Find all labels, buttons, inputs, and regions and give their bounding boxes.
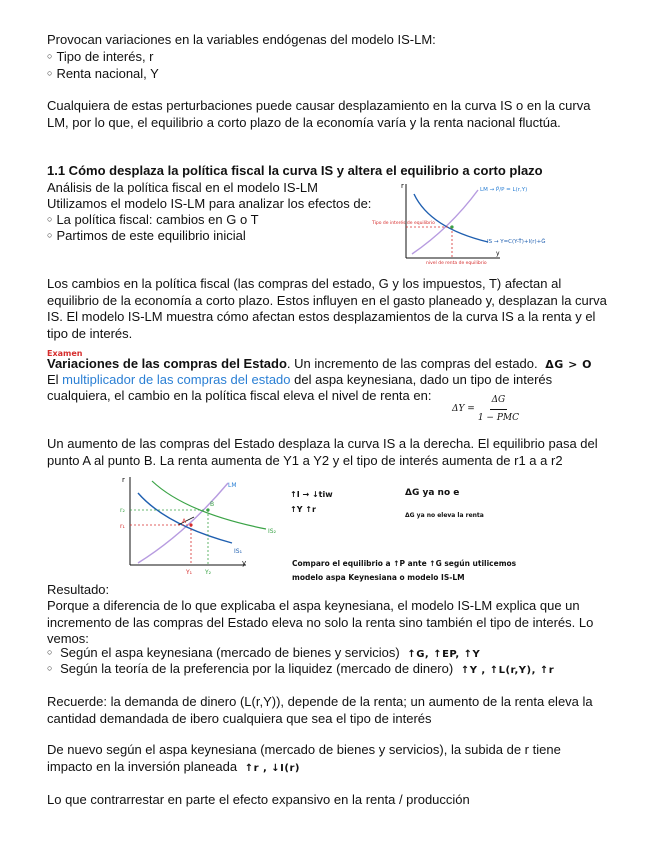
nuevo-text: De nuevo según el aspa keynesiana (mercado de bienes y servicios), la subida de r tiene impacto en la inversión planeada	[47, 742, 561, 774]
y-axis-label: y	[496, 250, 500, 257]
paragraph-fiscal: Los cambios en la política fiscal (las compras del estado, G y los impuestos, T) afectan al equilibrio de la economía a corto plazo. Estos influyen en el gasto planeado y, desplazan la curva IS. El modelo IS-LM muestra cómo afectan estos desplazamientos de la curva IS a la renta y el tipo de interés.	[47, 276, 607, 341]
paragraph-shift: Un aumento de las compras del Estado desplaza la curva IS a la derecha. El equilibrio pasa del punto A al punto B. La renta aumenta de Y1 a Y2 y el tipo de interés aumenta de r1 a a r2	[47, 436, 598, 468]
section-line-2: Utilizamos el modelo IS-LM para analizar los efectos de:	[47, 196, 372, 211]
resultado-text: Porque a diferencia de lo que explicaba el aspa keynesiana, el modelo IS-LM explica que un incremento de las compras del Estado eleva no solo la renta sino también el tipo de interés. Lo vemos:	[47, 598, 594, 646]
is1-label: IS₁	[234, 548, 242, 555]
variations-line-1	[47, 356, 627, 374]
y1-label: Y₁	[186, 569, 193, 576]
paragraph-disturbances: Cualquiera de estas perturbaciones puede causar desplazamiento en la curva IS o en la curva LM, por lo que, el equilibrio a corto plazo de la economía varía y la renta nacional fluctúa.	[47, 98, 591, 130]
r-note: Tipo de interés de equilibrio	[372, 221, 435, 226]
variations-line-2	[47, 372, 627, 389]
handnote-delta-g: ΔG ya no e	[405, 488, 460, 498]
exam-note: Examen	[47, 349, 83, 358]
section-bullet-fiscal: ○ La política fiscal: cambios en G o T	[47, 212, 259, 230]
section-bullet-equilibrium: ○ Partimos de este equilibrio inicial	[47, 228, 246, 246]
point-a	[189, 523, 192, 526]
bullet-goods-handwritten: ↑G, ↑EP, ↑Y	[407, 649, 481, 660]
lm-label: LM → P̄/P = L(r,Y)	[480, 187, 528, 193]
paragraph-nuevo	[47, 742, 587, 777]
r1-label: r₁	[120, 523, 125, 530]
handnote-compare-1: Comparo el equilibrio a ↑P ante ↑G según utilicemos	[292, 559, 517, 568]
r-axis-label: r	[401, 182, 404, 190]
y-axis-label: y	[242, 559, 247, 567]
section-line-1: Análisis de la política fiscal en el modelo IS-LM	[47, 180, 318, 195]
is-label: IS → Y=C(Y-T̄)+I(r)+Ḡ	[487, 239, 546, 245]
bullet-money-text: Según la teoría de la preferencia por la liquidez (mercado de dinero)	[60, 661, 454, 676]
bullet-money-handwritten: ↑Y , ↑L(r,Y), ↑r	[460, 665, 555, 676]
delta-g-handwritten: ΔG > O	[545, 358, 593, 371]
intro-line: Provocan variaciones en la variables endógenas del modelo IS-LM:	[47, 32, 436, 47]
point-b-label: B	[210, 501, 215, 508]
point-a-label: A	[182, 518, 187, 525]
y-note: nivel de renta de equilibrio	[426, 261, 487, 266]
formula-denominator: 1 − PMC	[477, 412, 519, 423]
variations-rest: . Un incremento de las compras del estado.	[286, 356, 538, 371]
is2-label: IS₂	[268, 528, 276, 535]
is-curve	[414, 194, 488, 242]
formula-fraction	[478, 392, 519, 426]
formula-lhs: ΔY =	[452, 403, 475, 414]
bullet-goods-text: Según el aspa keynesiana (mercado de bienes y servicios)	[60, 645, 400, 660]
government-purchases-multiplier-link[interactable]: multiplicador de las compras del estado	[62, 372, 291, 387]
resultado-bullet-money-market	[47, 661, 617, 680]
multiplier-formula	[452, 392, 519, 426]
paragraph-recuerde: Recuerde: la demanda de dinero (L(r,Y)), depende de la renta; un aumento de la renta eleva la cantidad demandada de ibero cualquiera que sea el tipo de interés	[47, 694, 593, 726]
r-axis-label: r	[122, 476, 125, 484]
handnote-compare-2: modelo aspa Keynesiana o modelo IS-LM	[292, 573, 465, 582]
is-lm-graph-shift	[116, 473, 286, 578]
nuevo-handwritten: ↑r , ↓I(r)	[244, 762, 300, 774]
formula-numerator: ΔG	[490, 392, 508, 410]
lm-label: LM	[228, 482, 237, 489]
equilibrium-point	[450, 225, 453, 228]
section-heading: 1.1 Cómo desplaza la política fiscal la curva IS y altera el equilibrio a corto plazo	[47, 163, 543, 178]
paragraph-final: Lo que contrarrestar en parte el efecto expansivo en la renta / producción	[47, 792, 470, 807]
intro-bullet-income: ○ Renta nacional, Y	[47, 66, 159, 84]
variations-pre: El	[47, 372, 63, 387]
variations-title: Variaciones de las compras del Estado	[47, 356, 287, 371]
handnote-investment: ↑I → ↓tiw	[290, 490, 333, 499]
resultado-title: Resultado:	[47, 582, 110, 597]
is-lm-graph-initial	[370, 180, 570, 266]
r2-label: r₂	[120, 507, 125, 514]
point-b	[206, 508, 209, 511]
variations-line-3: cualquiera, el cambio en la política fiscal eleva el nivel de renta en:	[47, 388, 432, 403]
handnote-income-rate: ↑Y ↑r	[290, 505, 316, 514]
handnote-delta-g-income: ΔG ya no eleva la renta	[405, 512, 484, 519]
variations-post: del aspa keynesiana, dado un tipo de interés	[290, 372, 553, 387]
y2-label: Y₂	[205, 569, 212, 576]
intro-bullet-interest: ○ Tipo de interés, r	[47, 49, 154, 67]
